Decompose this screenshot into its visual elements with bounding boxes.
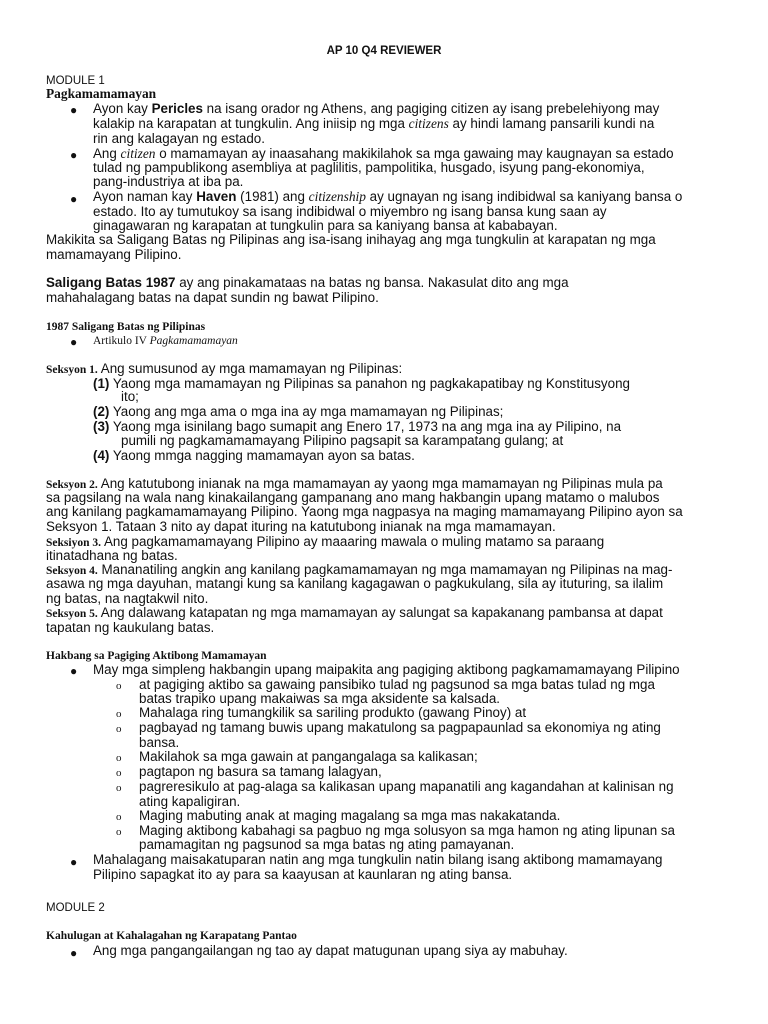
- circle-bullet-icon: o: [116, 811, 122, 823]
- circle-bullet-icon: o: [116, 826, 122, 838]
- seksyon1-item1-line2: ito;: [121, 389, 139, 404]
- module1-heading: Pagkamamamayan: [46, 86, 157, 101]
- sub-item3-line1: pagbayad ng tamang buwis upang makatulong sa pagpapaunlad sa ekonomiya ng ating: [139, 720, 661, 735]
- seksyon1-item1-line1: (1) Yaong mga mamamayan ng Pilipinas sa panahon ng pagkakapatibay ng Konstitusyong: [93, 376, 630, 391]
- seksyon1-item2: (2) Yaong ang mga ama o mga ina ay mga mamamayan ng Pilipinas;: [93, 404, 504, 419]
- seksyon4-line3: ng batas, na nagtakwil nito.: [46, 591, 209, 606]
- seksyon2-line2: sa pagsilang na wala nang kinakailangang gampanang ano mang hakbangin upang matamo o malubos: [46, 490, 660, 505]
- seksyon5-line1: Seksyon 5. Ang dalawang katapatan ng mga mamamayan ay salungat sa kapakanang pambansa at dapat: [46, 605, 663, 620]
- sub-item1-line2: batas trapiko upang makaiwas sa mga aksidente sa kalsada.: [139, 691, 501, 706]
- bullet-dot-icon: ●: [70, 946, 78, 960]
- sub-item7: Maging mabuting anak at maging magalang sa mga mas nakakatanda.: [139, 808, 561, 823]
- constitution-heading: 1987 Saligang Batas ng Pilipinas: [46, 321, 206, 333]
- haven-line3: ginagawaran ng karapatan at tungkulin para sa kaniyang bansa at kababayan.: [93, 218, 558, 233]
- pericles-line2: kalakip na karapatan at tungkulin. Ang iniisip ng mga citizens ay hindi lamang pansarili kundi na: [93, 116, 655, 131]
- sub-item6-line1: pagreresikulo at pag-alaga sa kalikasan upang mapanatili ang kagandahan at kalinisan ng: [139, 779, 674, 794]
- sub-item6-line2: ating kapaligiran.: [139, 794, 241, 809]
- bullet-dot-icon: ●: [70, 335, 78, 349]
- seksyon1-item4: (4) Yaong mmga nagging mamamayan ayon sa batas.: [93, 448, 415, 463]
- seksyon3-line2: itinatadhana ng batas.: [46, 548, 178, 563]
- circle-bullet-icon: o: [116, 767, 122, 779]
- hakbang-heading: Hakbang sa Pagiging Aktibong Mamamayan: [46, 650, 267, 662]
- seksyon1-line: Seksyon 1. Ang sumusunod ay mga mamamayan ng Pilipinas:: [46, 361, 403, 376]
- pericles-line3: rin ang kalagayan ng estado.: [93, 131, 265, 146]
- citizen-line3: pang-industriya at iba pa.: [93, 174, 244, 189]
- hakbang-bullet2-line2: Pilipino sapagkat ito ay para sa kaayusan at kaunlaran ng ating bansa.: [93, 867, 513, 882]
- circle-bullet-icon: o: [116, 708, 122, 720]
- makikita-line1: Makikita sa Saligang Batas ng Pilipinas ang isa-isang inihayag ang mga tungkulin at karapatan ng mga: [46, 232, 656, 247]
- circle-bullet-icon: o: [116, 680, 122, 692]
- module2-label: MODULE 2: [46, 902, 105, 914]
- citizen-line1: Ang citizen o mamamayan ay inaasahang makikilahok sa mga gawaing may kaugnayan sa estado: [93, 146, 674, 161]
- citizen-line2: tulad ng pampublikong asembliya at paglilitis, pampolitika, husgado, isyung pang-ekonomiya,: [93, 160, 645, 175]
- sub-item4: Makilahok sa mga gawain at pangangalaga sa kalikasan;: [139, 749, 478, 764]
- module2-heading: Kahulugan at Kahalagahan ng Karapatang Pantao: [46, 930, 297, 942]
- bullet-dot-icon: ●: [70, 855, 78, 869]
- module1-label: MODULE 1: [46, 75, 105, 87]
- hakbang-bullet1: May mga simpleng hakbangin upang maipakita ang pagiging aktibong pagkamamamayang Pilipino: [93, 662, 680, 677]
- seksyon2-line4: Seksyon 1. Tataan 3 nito ay dapat ituring na katutubong inianak na mga mamamayan.: [46, 519, 556, 534]
- artikulo-line: Artikulo IV Pagkamamamayan: [93, 335, 238, 347]
- saligang-batas-line1: Saligang Batas 1987 ay ang pinakamataas na batas ng bansa. Nakasulat dito ang mga: [46, 275, 569, 290]
- document-title: AP 10 Q4 REVIEWER: [326, 45, 442, 57]
- seksyon4-line2: asawa ng mga dayuhan, matangi kung sa kanilang kagagawan o pagkukulang, sila ay ituturing, sa ilalim: [46, 576, 664, 591]
- sub-item2: Mahalaga ring tumangkilik sa sariling produkto (gawang Pinoy) at: [139, 705, 527, 720]
- bullet-dot-icon: ●: [70, 148, 78, 162]
- sub-item8-line1: Maging aktibong kabahagi sa pagbuo ng mga solusyon sa mga hamon ng ating lipunan sa: [139, 823, 675, 838]
- bullet-dot-icon: ●: [70, 103, 78, 117]
- sub-item1-line1: at pagiging aktibo sa gawaing pansibiko tulad ng pagsunod sa mga batas tulad ng mga: [139, 677, 655, 692]
- bullet-dot-icon: ●: [70, 192, 78, 206]
- seksyon1-item3-line2: pumili ng pagkamamamayang Pilipino pagsapit sa karampatang gulang; at: [121, 433, 564, 448]
- haven-line1: Ayon naman kay Haven (1981) ang citizenship ay ugnayan ng isang indibidwal sa kaniyang bansa o: [93, 189, 683, 204]
- seksyon2-line3: ang kanilang pagkamamamayang Pilipino. Yaong mga nagpasya na maging mamamayang Pilipino ayon sa: [46, 504, 683, 519]
- makikita-line2: mamamayang Pilipino.: [46, 247, 182, 262]
- bullet-dot-icon: ●: [70, 664, 78, 678]
- circle-bullet-icon: o: [116, 782, 122, 794]
- sub-item3-line2: bansa.: [139, 735, 180, 750]
- sub-item5: pagtapon ng basura sa tamang lalagyan,: [139, 764, 382, 779]
- sub-item8-line2: pamamagitan ng pagsunod sa mga batas ng ating pamayanan.: [139, 837, 515, 852]
- pericles-line1: Ayon kay Pericles na isang orador ng Athens, ang pagiging citizen ay isang prebelehiyong may: [93, 101, 660, 116]
- seksyon4-line1: Seksyon 4. Mananatiling angkin ang kanilang pagkamamamayan ng mga mamamayan ng Pilipinas na mag-: [46, 562, 673, 577]
- saligang-batas-line2: mahahalagang batas na dapat sundin ng bawat Pilipino.: [46, 290, 379, 305]
- seksyon3-line1: Seksiyon 3. Ang pagkamamamayang Pilipino ay maaaring mawala o muling matamo sa paraang: [46, 534, 605, 549]
- haven-line2: estado. Ito ay tumutukoy sa isang indibidwal o miyembro ng isang bansa kung saan ay: [93, 204, 607, 219]
- seksyon1-item3-line1: (3) Yaong mga isinilang bago sumapit ang Enero 17, 1973 na ang mga ina ay Pilipino, na: [93, 419, 622, 434]
- seksyon5-line2: tapatan ng kaukulang batas.: [46, 620, 215, 635]
- circle-bullet-icon: o: [116, 723, 122, 735]
- module2-bullet1: Ang mga pangangailangan ng tao ay dapat matugunan upang siya ay mabuhay.: [93, 943, 568, 958]
- circle-bullet-icon: o: [116, 752, 122, 764]
- seksyon2-line1: Seksyon 2. Ang katutubong inianak na mga mamamayan ay yaong mga mamamayan ng Pilipinas mula pa: [46, 476, 663, 491]
- hakbang-bullet2-line1: Mahalagang maisakatuparan natin ang mga tungkulin natin bilang isang aktibong mamamayang: [93, 852, 663, 867]
